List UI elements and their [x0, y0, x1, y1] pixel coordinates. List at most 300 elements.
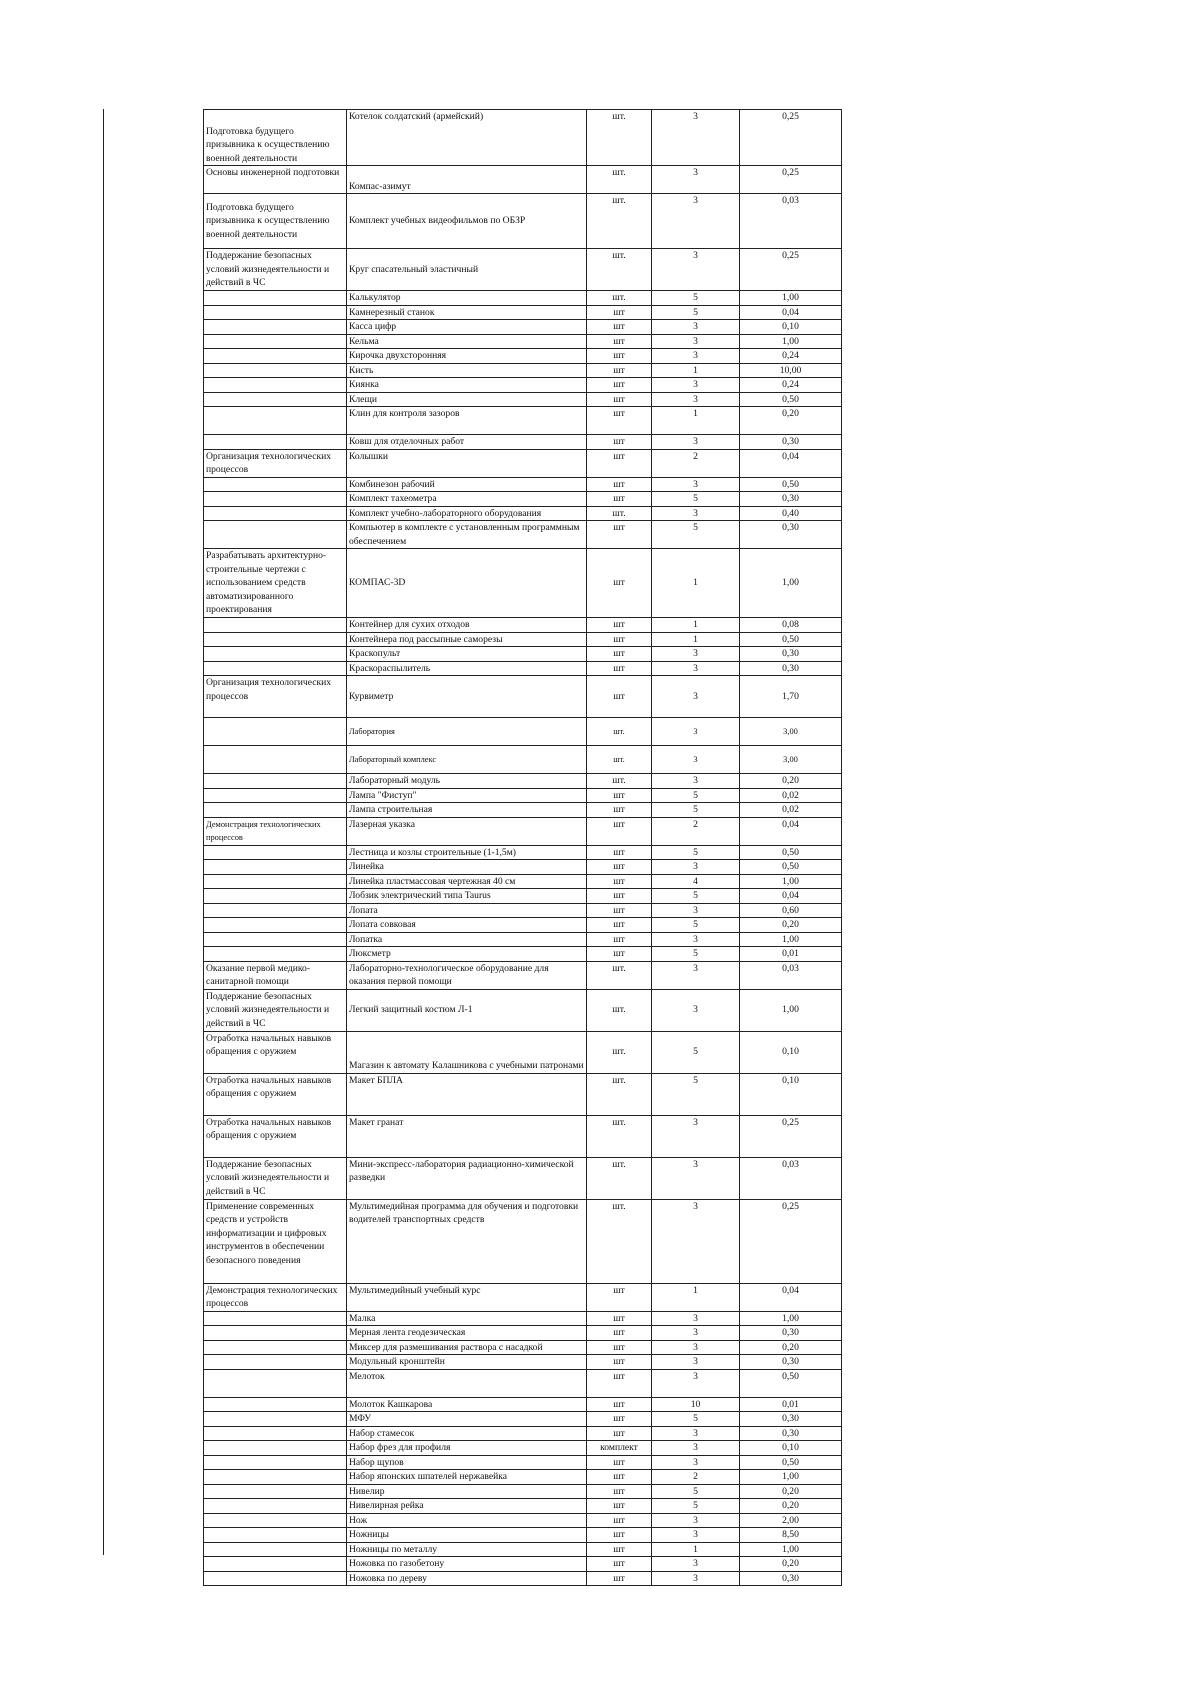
- ratio-cell: 0,25: [740, 1199, 842, 1283]
- ratio-cell: 0,30: [740, 647, 842, 662]
- unit-cell: шт: [587, 918, 652, 933]
- table-row: [204, 1412, 842, 1427]
- table-row: [204, 1542, 842, 1557]
- unit-cell: шт: [587, 618, 652, 633]
- purpose-cell: [204, 903, 347, 918]
- table-row: [204, 549, 842, 618]
- table-row: [204, 632, 842, 647]
- item-name-cell: Лампа "Фиступ": [347, 788, 587, 803]
- purpose-cell: Оказание первой медико-санитарной помощи: [204, 961, 347, 989]
- unit-cell: шт: [587, 1283, 652, 1311]
- item-name-cell: Касса цифр: [347, 320, 587, 335]
- unit-cell: шт.: [587, 1199, 652, 1283]
- quantity-cell: 3: [652, 1157, 740, 1199]
- unit-cell: шт.: [587, 774, 652, 789]
- table-row: [204, 1283, 842, 1311]
- quantity-cell: 3: [652, 1426, 740, 1441]
- item-name-cell: Нивелир: [347, 1484, 587, 1499]
- purpose-cell: [204, 632, 347, 647]
- table-row: [204, 1484, 842, 1499]
- table-row: [204, 1513, 842, 1528]
- quantity-cell: 5: [652, 521, 740, 549]
- purpose-cell: [204, 363, 347, 378]
- purpose-cell: [204, 320, 347, 335]
- table-row: [204, 803, 842, 818]
- ratio-cell: 0,50: [740, 477, 842, 492]
- quantity-cell: 3: [652, 477, 740, 492]
- item-name-cell: МФУ: [347, 1412, 587, 1427]
- purpose-cell: [204, 435, 347, 450]
- table-row: [204, 718, 842, 746]
- quantity-cell: 3: [652, 435, 740, 450]
- ratio-cell: 0,30: [740, 1326, 842, 1341]
- ratio-cell: 1,00: [740, 291, 842, 306]
- quantity-cell: 5: [652, 947, 740, 962]
- table-row: [204, 349, 842, 364]
- table-row: [204, 947, 842, 962]
- ratio-cell: 0,20: [740, 1340, 842, 1355]
- quantity-cell: 3: [652, 932, 740, 947]
- quantity-cell: 3: [652, 746, 740, 774]
- purpose-cell: [204, 1426, 347, 1441]
- unit-cell: шт.: [587, 166, 652, 194]
- ratio-cell: 0,10: [740, 1441, 842, 1456]
- item-name-cell: Ковш для отделочных работ: [347, 435, 587, 450]
- purpose-cell: [204, 889, 347, 904]
- ratio-cell: 0,50: [740, 632, 842, 647]
- item-name-cell: Лобзик электрический типа Taurus: [347, 889, 587, 904]
- table-row: [204, 817, 842, 845]
- table-row: [204, 889, 842, 904]
- table-row: [204, 1470, 842, 1485]
- quantity-cell: 3: [652, 989, 740, 1031]
- ratio-cell: 0,04: [740, 305, 842, 320]
- unit-cell: шт: [587, 334, 652, 349]
- quantity-cell: 3: [652, 676, 740, 718]
- quantity-cell: 3: [652, 378, 740, 393]
- unit-cell: шт.: [587, 1031, 652, 1073]
- quantity-cell: 1: [652, 363, 740, 378]
- table-row: [204, 110, 842, 166]
- purpose-cell: [204, 746, 347, 774]
- table-row: [204, 746, 842, 774]
- table-row: [204, 1115, 842, 1157]
- table-row: [204, 392, 842, 407]
- quantity-cell: 3: [652, 774, 740, 789]
- unit-cell: шт.: [587, 249, 652, 291]
- ratio-cell: 0,30: [740, 661, 842, 676]
- page-margin-line: [103, 109, 104, 1555]
- purpose-cell: [204, 1571, 347, 1586]
- table-row: [204, 521, 842, 549]
- purpose-cell: Организация технологических процессов: [204, 676, 347, 718]
- item-name-cell: Комплект учебно-лабораторного оборудования: [347, 506, 587, 521]
- ratio-cell: 0,20: [740, 1557, 842, 1572]
- quantity-cell: 3: [652, 1326, 740, 1341]
- purpose-cell: Подготовка будущего призывника к осуществлению военной деятельности: [204, 110, 347, 166]
- table-row: [204, 378, 842, 393]
- unit-cell: шт: [587, 1412, 652, 1427]
- unit-cell: шт: [587, 477, 652, 492]
- unit-cell: шт.: [587, 1157, 652, 1199]
- purpose-cell: [204, 1542, 347, 1557]
- item-name-cell: Краскопульт: [347, 647, 587, 662]
- purpose-cell: Демонстрация технологических процессов: [204, 1283, 347, 1311]
- ratio-cell: 1,00: [740, 549, 842, 618]
- table-row: [204, 1355, 842, 1370]
- item-name-cell: Мини-экспресс-лаборатория радиационно-химической разведки: [347, 1157, 587, 1199]
- table-row: [204, 1073, 842, 1115]
- ratio-cell: 0,02: [740, 788, 842, 803]
- item-name-cell: Нивелирная рейка: [347, 1499, 587, 1514]
- purpose-cell: [204, 788, 347, 803]
- purpose-cell: [204, 378, 347, 393]
- ratio-cell: 0,50: [740, 1455, 842, 1470]
- quantity-cell: 5: [652, 492, 740, 507]
- quantity-cell: 3: [652, 349, 740, 364]
- purpose-cell: [204, 291, 347, 306]
- item-name-cell: Круг спасательный эластичный: [347, 249, 587, 291]
- purpose-cell: [204, 521, 347, 549]
- unit-cell: шт: [587, 947, 652, 962]
- equipment-table: [203, 109, 842, 1586]
- unit-cell: шт: [587, 1397, 652, 1412]
- table-row: [204, 492, 842, 507]
- unit-cell: шт.: [587, 194, 652, 249]
- ratio-cell: 10,00: [740, 363, 842, 378]
- quantity-cell: 3: [652, 1369, 740, 1397]
- ratio-cell: 0,03: [740, 194, 842, 249]
- table-row: [204, 845, 842, 860]
- unit-cell: шт: [587, 1513, 652, 1528]
- item-name-cell: Мелоток: [347, 1369, 587, 1397]
- item-name-cell: Лабораторный модуль: [347, 774, 587, 789]
- quantity-cell: 5: [652, 1412, 740, 1427]
- unit-cell: шт: [587, 632, 652, 647]
- quantity-cell: 3: [652, 718, 740, 746]
- ratio-cell: 0,01: [740, 1397, 842, 1412]
- table-row: [204, 1499, 842, 1514]
- item-name-cell: Ножницы: [347, 1528, 587, 1543]
- ratio-cell: 0,10: [740, 320, 842, 335]
- quantity-cell: 3: [652, 1311, 740, 1326]
- purpose-cell: Отработка начальных навыков обращения с оружием: [204, 1031, 347, 1073]
- unit-cell: шт: [587, 492, 652, 507]
- unit-cell: шт: [587, 845, 652, 860]
- item-name-cell: Курвиметр: [347, 676, 587, 718]
- unit-cell: шт: [587, 349, 652, 364]
- table-row: [204, 166, 842, 194]
- item-name-cell: Малка: [347, 1311, 587, 1326]
- quantity-cell: 10: [652, 1397, 740, 1412]
- item-name-cell: Макет БПЛА: [347, 1073, 587, 1115]
- item-name-cell: Набор стамесок: [347, 1426, 587, 1441]
- table-row: [204, 1340, 842, 1355]
- quantity-cell: 3: [652, 1340, 740, 1355]
- table-row: [204, 1571, 842, 1586]
- ratio-cell: 8,50: [740, 1528, 842, 1543]
- unit-cell: шт: [587, 449, 652, 477]
- item-name-cell: Клин для контроля зазоров: [347, 407, 587, 435]
- table-row: [204, 788, 842, 803]
- unit-cell: шт: [587, 874, 652, 889]
- unit-cell: шт: [587, 661, 652, 676]
- table-row: [204, 618, 842, 633]
- quantity-cell: 3: [652, 661, 740, 676]
- unit-cell: шт: [587, 647, 652, 662]
- purpose-cell: Демонстрация технологических процессов: [204, 817, 347, 845]
- purpose-cell: Поддержание безопасных условий жизнедеятельности и действий в ЧС: [204, 1157, 347, 1199]
- purpose-cell: [204, 1557, 347, 1572]
- ratio-cell: 0,20: [740, 1499, 842, 1514]
- purpose-cell: [204, 477, 347, 492]
- unit-cell: шт: [587, 1326, 652, 1341]
- unit-cell: шт: [587, 407, 652, 435]
- unit-cell: шт: [587, 1369, 652, 1397]
- quantity-cell: 5: [652, 1499, 740, 1514]
- item-name-cell: Ножовка по газобетону: [347, 1557, 587, 1572]
- quantity-cell: 2: [652, 1470, 740, 1485]
- table-row: [204, 1157, 842, 1199]
- table-row: [204, 477, 842, 492]
- table-row: [204, 961, 842, 989]
- table-row: [204, 435, 842, 450]
- purpose-cell: Основы инженерной подготовки: [204, 166, 347, 194]
- item-name-cell: Киянка: [347, 378, 587, 393]
- purpose-cell: Поддержание безопасных условий жизнедеятельности и действий в ЧС: [204, 249, 347, 291]
- unit-cell: шт.: [587, 1073, 652, 1115]
- item-name-cell: Молоток Кашкарова: [347, 1397, 587, 1412]
- item-name-cell: Мультимедийный учебный курс: [347, 1283, 587, 1311]
- purpose-cell: Подготовка будущего призывника к осуществлению военной деятельности: [204, 194, 347, 249]
- quantity-cell: 2: [652, 817, 740, 845]
- item-name-cell: Ножницы по металлу: [347, 1542, 587, 1557]
- table-row: [204, 506, 842, 521]
- quantity-cell: 3: [652, 166, 740, 194]
- table-row: [204, 1426, 842, 1441]
- unit-cell: шт: [587, 1455, 652, 1470]
- ratio-cell: 0,04: [740, 889, 842, 904]
- unit-cell: шт: [587, 1499, 652, 1514]
- ratio-cell: 0,30: [740, 1571, 842, 1586]
- quantity-cell: 3: [652, 506, 740, 521]
- purpose-cell: Организация технологических процессов: [204, 449, 347, 477]
- unit-cell: шт: [587, 817, 652, 845]
- quantity-cell: 3: [652, 1441, 740, 1456]
- quantity-cell: 3: [652, 1528, 740, 1543]
- unit-cell: шт.: [587, 110, 652, 166]
- table-row: [204, 1397, 842, 1412]
- purpose-cell: [204, 1355, 347, 1370]
- quantity-cell: 3: [652, 334, 740, 349]
- table-row: [204, 1031, 842, 1073]
- purpose-cell: [204, 407, 347, 435]
- item-name-cell: Контейнер для сухих отходов: [347, 618, 587, 633]
- unit-cell: шт: [587, 1528, 652, 1543]
- ratio-cell: 0,50: [740, 845, 842, 860]
- item-name-cell: Набор щупов: [347, 1455, 587, 1470]
- purpose-cell: [204, 860, 347, 875]
- item-name-cell: Комплект тахеометра: [347, 492, 587, 507]
- ratio-cell: 0,60: [740, 903, 842, 918]
- purpose-cell: [204, 334, 347, 349]
- purpose-cell: [204, 932, 347, 947]
- ratio-cell: 0,30: [740, 435, 842, 450]
- item-name-cell: Легкий защитный костюм Л-1: [347, 989, 587, 1031]
- ratio-cell: 0,04: [740, 817, 842, 845]
- table-row: [204, 661, 842, 676]
- unit-cell: шт: [587, 363, 652, 378]
- table-row: [204, 774, 842, 789]
- item-name-cell: Краскораспылитель: [347, 661, 587, 676]
- quantity-cell: 1: [652, 407, 740, 435]
- table-row: [204, 1199, 842, 1283]
- item-name-cell: Калькулятор: [347, 291, 587, 306]
- equipment-table-body: [204, 110, 842, 1586]
- ratio-cell: 0,03: [740, 1157, 842, 1199]
- purpose-cell: [204, 947, 347, 962]
- ratio-cell: 0,24: [740, 378, 842, 393]
- purpose-cell: Отработка начальных навыков обращения с оружием: [204, 1115, 347, 1157]
- quantity-cell: 3: [652, 1513, 740, 1528]
- unit-cell: шт: [587, 378, 652, 393]
- purpose-cell: [204, 874, 347, 889]
- item-name-cell: Котелок солдатский (армейский): [347, 110, 587, 166]
- unit-cell: комплект: [587, 1441, 652, 1456]
- item-name-cell: Кисть: [347, 363, 587, 378]
- item-name-cell: Лабораторно-технологическое оборудование для оказания первой помощи: [347, 961, 587, 989]
- item-name-cell: Клещи: [347, 392, 587, 407]
- purpose-cell: [204, 1311, 347, 1326]
- table-row: [204, 1528, 842, 1543]
- item-name-cell: Компьютер в комплекте с установленным программным обеспечением: [347, 521, 587, 549]
- ratio-cell: 0,30: [740, 1355, 842, 1370]
- item-name-cell: Комплект учебных видеофильмов по ОБЗР: [347, 194, 587, 249]
- table-row: [204, 918, 842, 933]
- quantity-cell: 3: [652, 320, 740, 335]
- quantity-cell: 3: [652, 860, 740, 875]
- ratio-cell: 1,00: [740, 874, 842, 889]
- item-name-cell: Кирочка двухсторонняя: [347, 349, 587, 364]
- quantity-cell: 3: [652, 647, 740, 662]
- unit-cell: шт.: [587, 746, 652, 774]
- ratio-cell: 0,40: [740, 506, 842, 521]
- quantity-cell: 5: [652, 803, 740, 818]
- table-row: [204, 676, 842, 718]
- ratio-cell: 3,00: [740, 746, 842, 774]
- ratio-cell: 1,00: [740, 989, 842, 1031]
- unit-cell: шт: [587, 889, 652, 904]
- purpose-cell: Разрабатывать архитектурно-строительные чертежи с использованием средств автоматизированного проектирования: [204, 549, 347, 618]
- ratio-cell: 1,00: [740, 932, 842, 947]
- item-name-cell: Колышки: [347, 449, 587, 477]
- quantity-cell: 4: [652, 874, 740, 889]
- item-name-cell: Лестница и козлы строительные (1-1,5м): [347, 845, 587, 860]
- purpose-cell: [204, 1484, 347, 1499]
- item-name-cell: Комбинезон рабочий: [347, 477, 587, 492]
- quantity-cell: 3: [652, 1455, 740, 1470]
- quantity-cell: 3: [652, 110, 740, 166]
- unit-cell: шт.: [587, 1115, 652, 1157]
- ratio-cell: 0,20: [740, 407, 842, 435]
- item-name-cell: Модульный кронштейн: [347, 1355, 587, 1370]
- ratio-cell: 1,00: [740, 1470, 842, 1485]
- quantity-cell: 1: [652, 549, 740, 618]
- quantity-cell: 3: [652, 1355, 740, 1370]
- purpose-cell: [204, 492, 347, 507]
- table-row: [204, 1557, 842, 1572]
- table-row: [204, 989, 842, 1031]
- item-name-cell: Ножовка по дереву: [347, 1571, 587, 1586]
- ratio-cell: 0,30: [740, 1412, 842, 1427]
- unit-cell: шт: [587, 320, 652, 335]
- quantity-cell: 3: [652, 1557, 740, 1572]
- item-name-cell: Лаборатория: [347, 718, 587, 746]
- quantity-cell: 2: [652, 449, 740, 477]
- purpose-cell: [204, 1326, 347, 1341]
- item-name-cell: Набор японских шпателей нержавейка: [347, 1470, 587, 1485]
- table-row: [204, 291, 842, 306]
- unit-cell: шт: [587, 1355, 652, 1370]
- ratio-cell: 0,20: [740, 774, 842, 789]
- quantity-cell: 3: [652, 392, 740, 407]
- purpose-cell: Поддержание безопасных условий жизнедеятельности и действий в ЧС: [204, 989, 347, 1031]
- ratio-cell: 0,50: [740, 392, 842, 407]
- ratio-cell: 0,10: [740, 1073, 842, 1115]
- purpose-cell: [204, 1455, 347, 1470]
- quantity-cell: 3: [652, 903, 740, 918]
- quantity-cell: 5: [652, 1484, 740, 1499]
- quantity-cell: 5: [652, 918, 740, 933]
- purpose-cell: [204, 1441, 347, 1456]
- ratio-cell: 0,01: [740, 947, 842, 962]
- quantity-cell: 3: [652, 249, 740, 291]
- unit-cell: шт.: [587, 291, 652, 306]
- unit-cell: шт: [587, 305, 652, 320]
- item-name-cell: Лопата: [347, 903, 587, 918]
- table-row: [204, 1369, 842, 1397]
- unit-cell: шт: [587, 435, 652, 450]
- item-name-cell: Люксметр: [347, 947, 587, 962]
- purpose-cell: [204, 1499, 347, 1514]
- item-name-cell: Лопатка: [347, 932, 587, 947]
- purpose-cell: [204, 1470, 347, 1485]
- purpose-cell: [204, 845, 347, 860]
- purpose-cell: [204, 661, 347, 676]
- item-name-cell: Набор фрез для профиля: [347, 1441, 587, 1456]
- purpose-cell: [204, 392, 347, 407]
- purpose-cell: Применение современных средств и устройств информатизации и цифровых инструментов в обеспечении безопасного поведения: [204, 1199, 347, 1283]
- purpose-cell: [204, 718, 347, 746]
- quantity-cell: 3: [652, 1115, 740, 1157]
- ratio-cell: 0,25: [740, 166, 842, 194]
- purpose-cell: [204, 647, 347, 662]
- table-row: [204, 363, 842, 378]
- purpose-cell: [204, 349, 347, 364]
- purpose-cell: [204, 1340, 347, 1355]
- unit-cell: шт.: [587, 961, 652, 989]
- ratio-cell: 0,04: [740, 449, 842, 477]
- purpose-cell: [204, 305, 347, 320]
- ratio-cell: 0,30: [740, 492, 842, 507]
- unit-cell: шт: [587, 676, 652, 718]
- table-row: [204, 874, 842, 889]
- quantity-cell: 5: [652, 305, 740, 320]
- quantity-cell: 1: [652, 1542, 740, 1557]
- item-name-cell: Лазерная указка: [347, 817, 587, 845]
- ratio-cell: 1,00: [740, 1542, 842, 1557]
- purpose-cell: [204, 618, 347, 633]
